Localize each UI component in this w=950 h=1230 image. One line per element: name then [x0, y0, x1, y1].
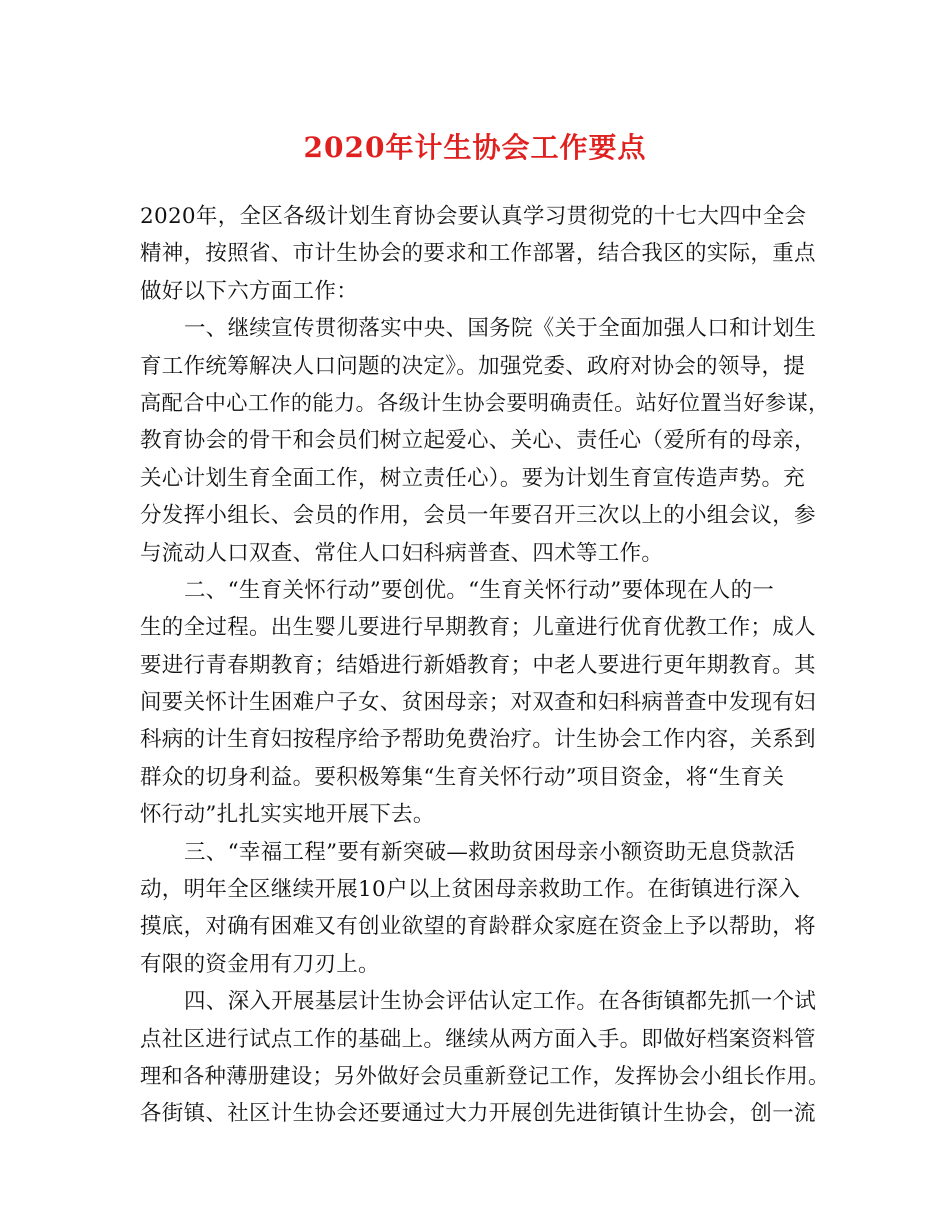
text-line: 群众的切身利益。要积极筹集“生育关怀行动”项目资金，将“生育关 [140, 764, 785, 790]
text-line: 2020年，全区各级计划生育协会要认真学习贯彻党的十七大四中全会 [140, 204, 807, 229]
text-line: 精神，按照省、市计生协会的要求和工作部署，结合我区的实际，重点 [140, 241, 816, 267]
text-line: 理和各种薄册建设；另外做好会员重新登记工作，发挥协会小组长作用。 [140, 1063, 830, 1089]
text-line: 四、深入开展基层计生协会评估认定工作。在各街镇都先抓一个试 [184, 989, 817, 1015]
document-body [140, 198, 830, 1133]
text-line: 教育协会的骨干和会员们树立起爱心、关心、责任心（爱所有的母亲， [140, 428, 816, 454]
text-line: 与流动人口双查、常住人口妇科病普查、四术等工作。 [140, 540, 664, 566]
text-line: 有限的资金用有刀刃上。 [140, 951, 380, 977]
text-line: 做好以下六方面工作： [140, 278, 359, 304]
document-title: 2020年计生协会工作要点 [303, 131, 647, 164]
text-line: 间要关怀计生困难户子女、贫困母亲；对双查和妇科病普查中发现有妇 [140, 690, 816, 716]
text-line: 科病的计生育妇按程序给予帮助免费治疗。计生协会工作内容，关系到 [140, 727, 816, 753]
text-line: 关心计划生育全面工作，树立责任心）。要为计划生育宣传造声势。充 [140, 465, 806, 491]
text-line: 一、继续宣传贯彻落实中央、国务院《关于全面加强人口和计划生 [184, 316, 817, 342]
text-line: 三、“幸福工程”要有新突破—救助贫困母亲小额资助无息贷款活 [184, 839, 796, 865]
text-line: 摸底，对确有困难又有创业欲望的育龄群众家庭在资金上予以帮助，将 [140, 914, 816, 940]
text-line: 点社区进行试点工作的基础上。继续从两方面入手。即做好档案资料管 [140, 1026, 816, 1052]
text-line: 怀行动”扎扎实实地开展下去。 [140, 802, 435, 828]
text-line: 二、“生育关怀行动”要创优。“生育关怀行动”要体现在人的一 [184, 577, 775, 603]
text-line: 生的全过程。出生婴儿要进行早期教育；儿童进行优育优教工作；成人 [140, 615, 816, 641]
text-line: 育工作统筹解决人口问题的决定》。加强党委、政府对协会的领导，提 [140, 353, 806, 379]
text-line: 各街镇、社区计生协会还要通过大力开展创先进街镇计生协会，创一流 [140, 1101, 816, 1127]
text-line: 要进行青春期教育；结婚进行新婚教育；中老人要进行更年期教育。其 [140, 652, 816, 678]
text-line: 动，明年全区继续开展10户以上贫困母亲救助工作。在街镇进行深入 [140, 877, 801, 903]
text-line: 高配合中心工作的能力。各级计生协会要明确责任。站好位置当好参谋， [140, 390, 830, 416]
text-line: 分发挥小组长、会员的作用，会员一年要召开三次以上的小组会议，参 [140, 503, 816, 529]
